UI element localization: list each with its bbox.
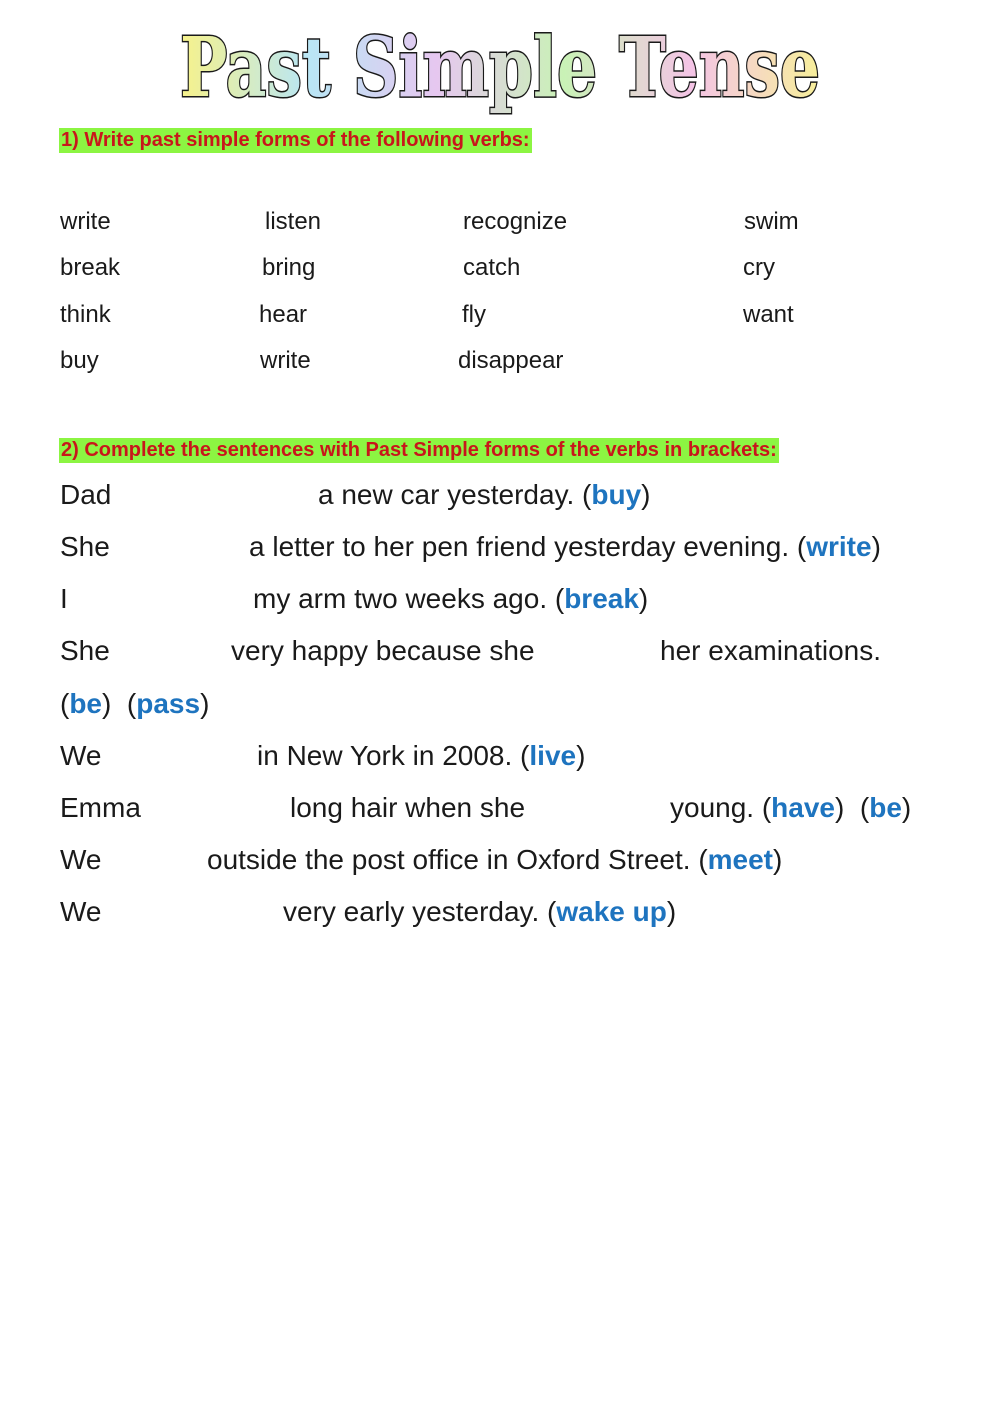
- verb-item: fly: [462, 301, 486, 328]
- sentence-subject: Dad: [60, 479, 112, 510]
- verb-item: hear: [259, 301, 308, 328]
- answer-blank[interactable]: [155, 793, 283, 823]
- verb-hint: write: [806, 531, 872, 562]
- verb-hint: be: [69, 688, 103, 719]
- verb-item: disappear: [458, 347, 564, 374]
- sentence-text: a letter to her pen friend yesterday evening. (write): [249, 531, 881, 562]
- sentence-subject: We: [60, 740, 102, 771]
- verb-item: catch: [463, 254, 521, 281]
- verb-hint: live: [529, 740, 577, 771]
- sentence-text: in New York in 2008. (live): [257, 740, 586, 771]
- sentence-text: very early yesterday. (wake up): [283, 896, 677, 927]
- sentence-subject: We: [60, 896, 102, 927]
- sentence-subject: She: [60, 635, 110, 666]
- verb-item: write: [60, 208, 111, 235]
- verb-hint: wake up: [556, 896, 667, 927]
- answer-blank[interactable]: [125, 532, 243, 562]
- page-title: Past Simple Tense: [180, 20, 820, 116]
- verb-item: buy: [60, 347, 99, 374]
- sentence-subject: She: [60, 531, 110, 562]
- exercise-2-heading: 2) Complete the sentences with Past Simple forms of the verbs in brackets:: [61, 439, 777, 461]
- verb-hint: buy: [591, 479, 642, 510]
- sentence-subject: Emma: [60, 792, 141, 823]
- verb-item: listen: [265, 208, 322, 235]
- sentence-subject: I: [60, 583, 68, 614]
- sentence-text: my arm two weeks ago. (break): [253, 583, 649, 614]
- sentence-text: young. (have) (be): [670, 792, 912, 823]
- answer-blank[interactable]: [112, 845, 200, 875]
- sentence-text: very happy because she: [231, 635, 535, 666]
- sentence-hints: (be) (pass): [60, 688, 210, 719]
- answer-blank[interactable]: [130, 480, 310, 510]
- verb-item: write: [260, 347, 311, 374]
- sentence-text: a new car yesterday. (buy): [318, 479, 651, 510]
- verb-hint: be: [869, 792, 902, 823]
- verb-item: want: [743, 301, 794, 328]
- sentence-text: long hair when she: [290, 792, 526, 823]
- verb-hint: meet: [707, 844, 774, 875]
- exercise-1-heading: 1) Write past simple forms of the following verbs:: [61, 129, 530, 151]
- sentence-subject: We: [60, 844, 102, 875]
- verb-item: bring: [262, 254, 316, 281]
- verb-item: recognize: [463, 208, 568, 235]
- sentence-text: her examinations.: [660, 635, 882, 666]
- answer-blank[interactable]: [115, 741, 250, 771]
- verb-item: swim: [744, 208, 799, 235]
- verb-item: cry: [743, 254, 775, 281]
- answer-blank[interactable]: [125, 636, 225, 666]
- sentence-text: outside the post office in Oxford Street. (meet): [207, 844, 783, 875]
- answer-blank[interactable]: [112, 897, 276, 927]
- verb-hint: pass: [136, 688, 201, 719]
- answer-blank[interactable]: [565, 636, 653, 666]
- answer-blank[interactable]: [80, 584, 245, 614]
- answer-blank[interactable]: [552, 793, 662, 823]
- title-wordart: [170, 14, 830, 114]
- verb-hint: break: [564, 583, 639, 614]
- verb-item: break: [60, 254, 121, 281]
- verb-item: think: [60, 301, 111, 328]
- verb-hint: have: [771, 792, 835, 823]
